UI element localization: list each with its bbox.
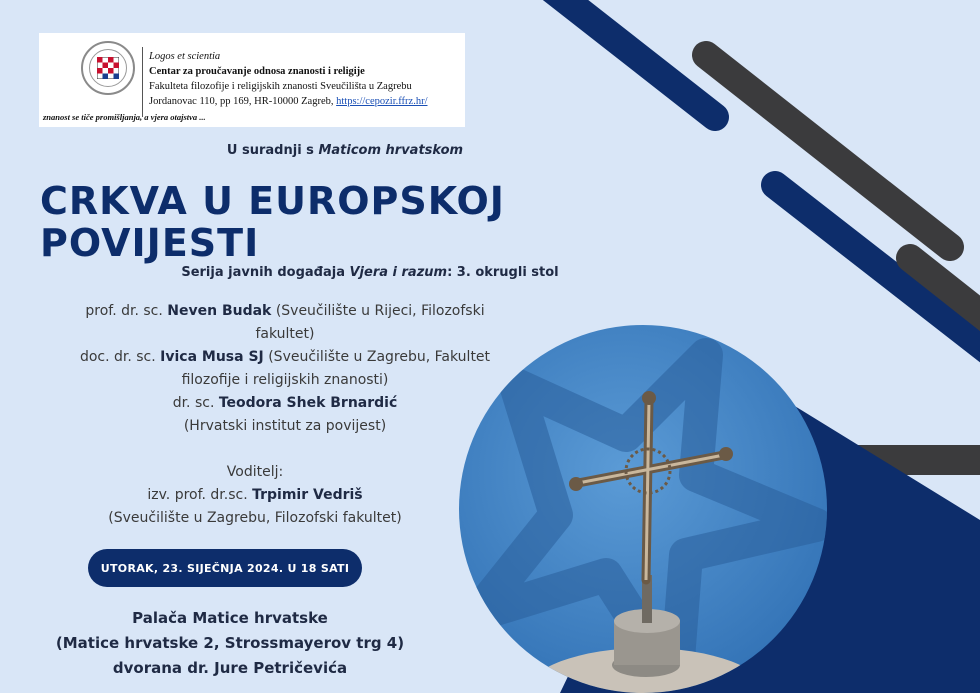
speaker-title: doc. dr. sc. (79, 349, 156, 365)
moderator-entry (0, 484, 530, 507)
header-address-line (149, 94, 461, 109)
moderator-title: izv. prof. dr.sc. (147, 487, 248, 503)
university-seal-icon (81, 41, 135, 95)
title-line1: CRKVA U EUROPSKOJ (40, 179, 505, 223)
speaker-name: Ivica Musa SJ (160, 349, 264, 365)
series-suffix: : 3. okrugli stol (447, 265, 559, 280)
header-line1: Logos et scientia (149, 51, 221, 62)
collab-prefix: U suradnji s (226, 143, 314, 158)
header-line3: Fakulteta filozofije i religijskih znanosti Sveučilišta u Zagrebu (149, 81, 412, 92)
speaker-title: dr. sc. (172, 395, 215, 411)
date-badge: UTORAK, 23. SIJEČNJA 2024. U 18 SATI (88, 549, 362, 587)
series-name: Vjera i razum (349, 265, 448, 280)
moderator-affiliation: (Sveučilište u Zagrebu, Filozofski fakultet) (108, 510, 402, 526)
event-title (40, 180, 620, 264)
moderator-name: Trpimir Vedriš (252, 487, 363, 503)
speaker-name: Teodora Shek Brnardić (218, 395, 398, 411)
collaboration-line (0, 143, 690, 158)
collab-partner: Maticom hrvatskom (318, 143, 464, 158)
title-line2: POVIJESTI (40, 221, 260, 265)
header-divider (142, 47, 143, 117)
venue-line3: dvorana dr. Jure Petričevića (112, 659, 348, 677)
speaker-title: prof. dr. sc. (85, 303, 163, 319)
header-address: Jordanovac 110, pp 169, HR-10000 Zagreb, (149, 96, 334, 107)
venue-line2: (Matice hrvatske 2, Strossmayerov trg 4) (55, 634, 405, 652)
venue-block (20, 606, 440, 681)
header-motto: znanost se tiče promišljanja, a vjera otajstva ... (43, 112, 206, 122)
header-line2: Centar za proučavanje odnosa znanosti i religije (149, 66, 365, 77)
navy-bar-1 (540, 0, 715, 117)
header-logo-box (39, 33, 465, 127)
speaker-name: Neven Budak (167, 303, 272, 319)
header-text (149, 49, 461, 109)
venue-line1: Palača Matice hrvatske (132, 609, 328, 627)
cross-photo (456, 325, 830, 693)
header-url-link[interactable]: https://cepozir.ffrz.hr/ (336, 96, 428, 107)
speaker-affiliation: (Sveučilište u Zagrebu, Fakultet filozofije i religijskih znanosti) (181, 349, 491, 388)
series-prefix: Serija javnih događaja (181, 265, 345, 280)
speaker-affiliation: (Sveučilište u Rijeci, Filozofski fakultet) (255, 303, 485, 342)
moderator-label: Voditelj: (226, 464, 284, 480)
series-line (0, 265, 740, 280)
speaker-affiliation: (Hrvatski institut za povijest) (183, 418, 387, 434)
